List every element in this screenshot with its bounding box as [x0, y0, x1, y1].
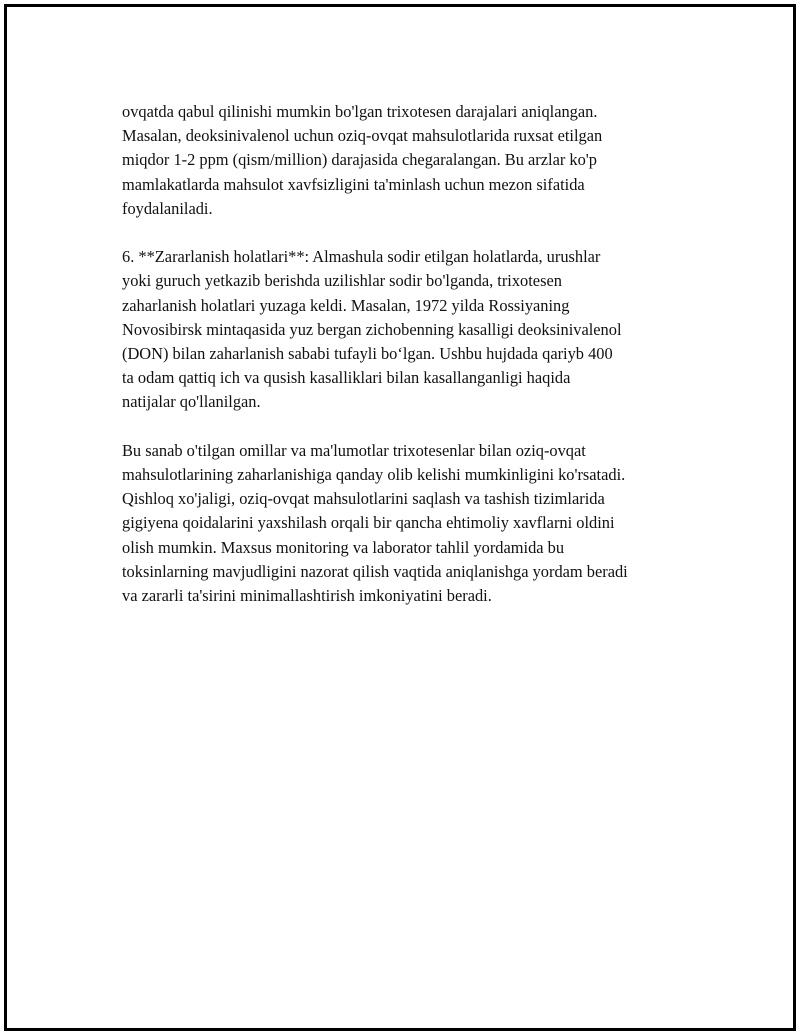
- document-body: [122, 100, 702, 632]
- paragraph-3: [122, 439, 702, 608]
- text-line: natijalar qo'llanilgan.: [122, 392, 261, 412]
- paragraph-2: [122, 245, 702, 414]
- text-line: zaharlanish holatlari yuzaga keldi. Masalan, 1972 yilda Rossiyaning: [122, 295, 570, 315]
- text-line: toksinlarning mavjudligini nazorat qilish vaqtida aniqlanishga yordam beradi: [122, 561, 628, 581]
- text-line: foydalaniladi.: [122, 198, 213, 218]
- text-line: Novosibirsk mintaqasida yuz bergan zichobenning kasalligi deoksinivalenol: [122, 319, 622, 339]
- text-line: Qishloq xo'jaligi, oziq-ovqat mahsulotlarini saqlash va tashish tizimlarida: [122, 489, 605, 509]
- paragraph-1: [122, 100, 702, 221]
- text-line: Masalan, deoksinivalenol uchun oziq-ovqat mahsulotlarida ruxsat etilgan: [122, 126, 603, 146]
- text-line: ovqatda qabul qilinishi mumkin bo'lgan trixotesen darajalari aniqlangan.: [122, 102, 598, 121]
- text-line: (DON) bilan zaharlanish sababi tufayli bo‘lgan. Ushbu hujdada qariyb 400: [122, 344, 613, 364]
- text-line: miqdor 1-2 ppm (qism/million) darajasida chegaralangan. Bu arzlar ko'p: [122, 150, 597, 170]
- page-frame: [4, 4, 796, 1031]
- text-line: Bu sanab o'tilgan omillar va ma'lumotlar trixotesenlar bilan oziq-ovqat: [122, 440, 586, 460]
- text-line: mamlakatlarda mahsulot xavfsizligini ta'minlash uchun mezon sifatida: [122, 174, 585, 194]
- text-line: va zararli ta'sirini minimallashtirish imkoniyatini beradi.: [122, 586, 492, 606]
- text-line: olish mumkin. Maxsus monitoring va laborator tahlil yordamida bu: [122, 537, 565, 557]
- text-line: mahsulotlarining zaharlanishiga qanday olib kelishi mumkinligini ko'rsatadi.: [122, 465, 626, 485]
- text-line: 6. **Zararlanish holatlari**: Almashula sodir etilgan holatlarda, urushlar: [122, 247, 601, 267]
- text-line: yoki guruch yetkazib berishda uzilishlar sodir bo'lganda, trixotesen: [122, 271, 562, 291]
- text-line: ta odam qattiq ich va qusish kasalliklari bilan kasallanganligi haqida: [122, 368, 571, 388]
- text-line: gigiyena qoidalarini yaxshilash orqali bir qancha ehtimoliy xavflarni oldini: [122, 513, 615, 533]
